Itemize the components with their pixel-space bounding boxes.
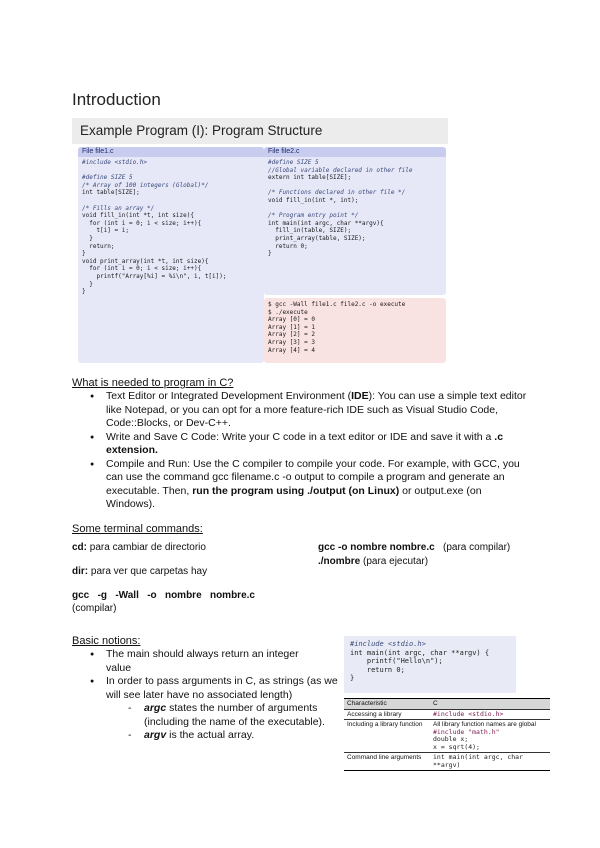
code-line: /* Program entry point */ xyxy=(268,212,359,220)
code-line: } xyxy=(350,674,355,683)
code-line: #define SIZE 5 xyxy=(82,174,133,182)
terminal-output-box xyxy=(264,298,446,363)
code-line: int main(int argc, char **argv) { xyxy=(350,648,490,657)
bullet-main-return: ● The main should always return an integer value xyxy=(72,648,344,675)
terminal-commands-heading: Some terminal commands: xyxy=(72,523,203,535)
code-line: t[i] = i; xyxy=(82,227,129,235)
section-basic-notions xyxy=(72,635,344,743)
table-cell-line: #include "math.h" xyxy=(433,727,500,736)
code-line: /* Array of 100 integers (Global)*/ xyxy=(82,181,209,189)
code-line: //Global variable declared in other file xyxy=(268,166,413,174)
code-line: printf("Array[%i] = %i\n", i, t[i]); xyxy=(82,272,227,280)
table-row xyxy=(344,753,550,771)
section2-bullet-list xyxy=(72,648,344,702)
table-cell: Including a library function xyxy=(344,720,430,753)
sub-text: states the number of arguments (including the name of the executable). xyxy=(144,702,325,728)
table-row xyxy=(344,709,550,720)
file2-name: File file2.c xyxy=(264,147,446,157)
bullet-bold: IDE xyxy=(351,390,369,402)
table-header-row xyxy=(344,699,550,710)
cmd-name: gcc -g -Wall -o nombre nombre.c xyxy=(72,590,255,601)
code-line xyxy=(268,205,442,213)
code-line: } xyxy=(268,250,272,258)
code-line: for (int i = 0; i < size; i++){ xyxy=(82,265,202,273)
file1-code xyxy=(78,157,264,298)
cmd-name: dir: xyxy=(72,566,89,577)
cmd-desc: para cambiar de directorio xyxy=(87,542,206,553)
terminal-output xyxy=(264,298,446,356)
code-line: extern int table[SIZE]; xyxy=(268,174,352,182)
section-what-is-needed xyxy=(72,377,532,512)
sub-argc xyxy=(72,702,344,729)
bullet-ide xyxy=(72,390,532,431)
cmd-desc: para ver que carpetas hay xyxy=(88,566,208,577)
table-cell: int main(int argc, char **argv) xyxy=(430,753,550,771)
example-slide xyxy=(72,118,448,366)
table-cell: #include <stdio.h> xyxy=(430,709,550,720)
table-cell: Command line arguments xyxy=(344,753,430,771)
code-line: print_array(table, SIZE); xyxy=(268,234,366,242)
code-line: void fill_in(int *, int); xyxy=(268,196,359,204)
bullet-pass-args: ● In order to pass arguments in C, as strings (as we will see later have no associated length) xyxy=(72,675,344,702)
terminal-line: Array [1] = 1 xyxy=(268,323,315,331)
code-line: #define SIZE 5 xyxy=(268,159,319,166)
code-line xyxy=(82,197,260,205)
sub-argv xyxy=(72,729,344,743)
bullet-text: or output.exe (on Windows). xyxy=(106,484,482,510)
code-line: #include <stdio.h> xyxy=(82,159,148,166)
table-header-cell: C xyxy=(430,699,550,710)
code-line: return 0; xyxy=(268,242,308,250)
cmd-cd xyxy=(72,541,292,554)
table-header-cell: Characteristic xyxy=(344,699,430,710)
code-line: fill_in(table, SIZE); xyxy=(268,227,352,235)
sub-text: is the actual array. xyxy=(166,729,255,741)
section2-heading: Basic notions: xyxy=(72,635,141,647)
code-line: return 0; xyxy=(350,665,405,674)
section1-bullet-list xyxy=(72,390,532,512)
comp-table xyxy=(344,698,550,771)
code-line: /* Functions declared in other file */ xyxy=(268,189,406,197)
terminal-line: Array [2] = 2 xyxy=(268,331,315,339)
bullet-text: Write and Save C Code: Write your C code in a text editor or IDE and save it with a xyxy=(106,430,495,443)
table-cell-line: All library function names are global xyxy=(433,721,536,728)
slide-title: Example Program (I): Program Structure xyxy=(72,118,448,144)
code-line: return; xyxy=(82,242,115,250)
sub-bold: argv xyxy=(144,729,167,741)
bullet-bold: .c extension. xyxy=(106,430,504,456)
terminal-line: Array [4] = 4 xyxy=(268,346,315,354)
code-line xyxy=(82,167,260,175)
cmd-gcc-o xyxy=(318,541,548,554)
file2-code-box xyxy=(264,147,446,295)
page-title: Introduction xyxy=(72,90,161,109)
terminal-line: $ gcc -Wall file1.c file2.c -o execute xyxy=(268,301,406,308)
comparison-table xyxy=(344,698,550,771)
cmd-name: cd: xyxy=(72,542,87,553)
section1-heading: What is needed to program in C? xyxy=(72,377,234,389)
cmd-dir xyxy=(72,565,292,578)
code-line: /* Fills an array */ xyxy=(82,204,155,212)
code-line: } xyxy=(82,280,93,288)
hello-code-block xyxy=(344,636,516,693)
sub-bold: argc xyxy=(144,702,167,714)
code-line: int main(int argc, char **argv){ xyxy=(268,219,384,227)
bullet-text: ): You can use a simple text editor like Notepad, or you can opt for a more feature-rich IDE such as Visual Studio Code, Code::Blocks, or Dev-C++. xyxy=(106,390,527,429)
code-line: int table[SIZE]; xyxy=(82,189,140,197)
table-row xyxy=(344,720,550,753)
code-line: void fill_in(int *t, int size){ xyxy=(82,212,194,220)
table-cell-line: double x; xyxy=(433,735,469,743)
bullet-write-save xyxy=(72,431,532,458)
code-line: } xyxy=(82,250,86,258)
table-cell xyxy=(430,720,550,753)
table-cell: Accessing a library xyxy=(344,709,430,720)
bullet-text: Compile and Run: Use the C compiler to compile your code. For example, with GCC, you can use the command gcc filename.c -o output to compile a program and generate an executable. Then, xyxy=(106,457,520,497)
cmd-desc: (para compilar) xyxy=(434,542,511,553)
file2-code xyxy=(264,157,446,260)
cmd-name: ./nombre xyxy=(318,556,361,567)
cmd-desc: (para ejecutar) xyxy=(360,556,429,567)
code-line: #include <stdio.h> xyxy=(350,640,426,648)
file1-code-box xyxy=(78,147,264,363)
terminal-line: Array [0] = 0 xyxy=(268,316,315,324)
bullet-text: Text Editor or Integrated Development Environment ( xyxy=(106,390,352,402)
code-line: for (int i = 0; i < size; i++){ xyxy=(82,219,202,227)
code-line: } xyxy=(82,288,86,296)
terminal-line: Array [3] = 3 xyxy=(268,338,315,346)
cmd-gcc-g xyxy=(72,589,292,615)
code-line xyxy=(268,182,442,190)
code-line: printf("Hello\n"); xyxy=(350,657,443,666)
bullet-compile-run xyxy=(72,458,532,512)
bullet-bold: run the program using ./output (on Linux) xyxy=(192,484,400,497)
code-line: } xyxy=(82,234,93,242)
terminal-line: $ ./execute xyxy=(268,308,308,316)
file1-name: File file1.c xyxy=(78,147,264,157)
cmd-run xyxy=(318,555,548,568)
cmd-desc: (compilar) xyxy=(72,603,117,614)
cmd-name: gcc -o nombre nombre.c xyxy=(318,542,435,553)
code-line: void print_array(int *t, int size){ xyxy=(82,257,209,265)
table-cell-line: x = sqrt(4); xyxy=(433,742,480,751)
